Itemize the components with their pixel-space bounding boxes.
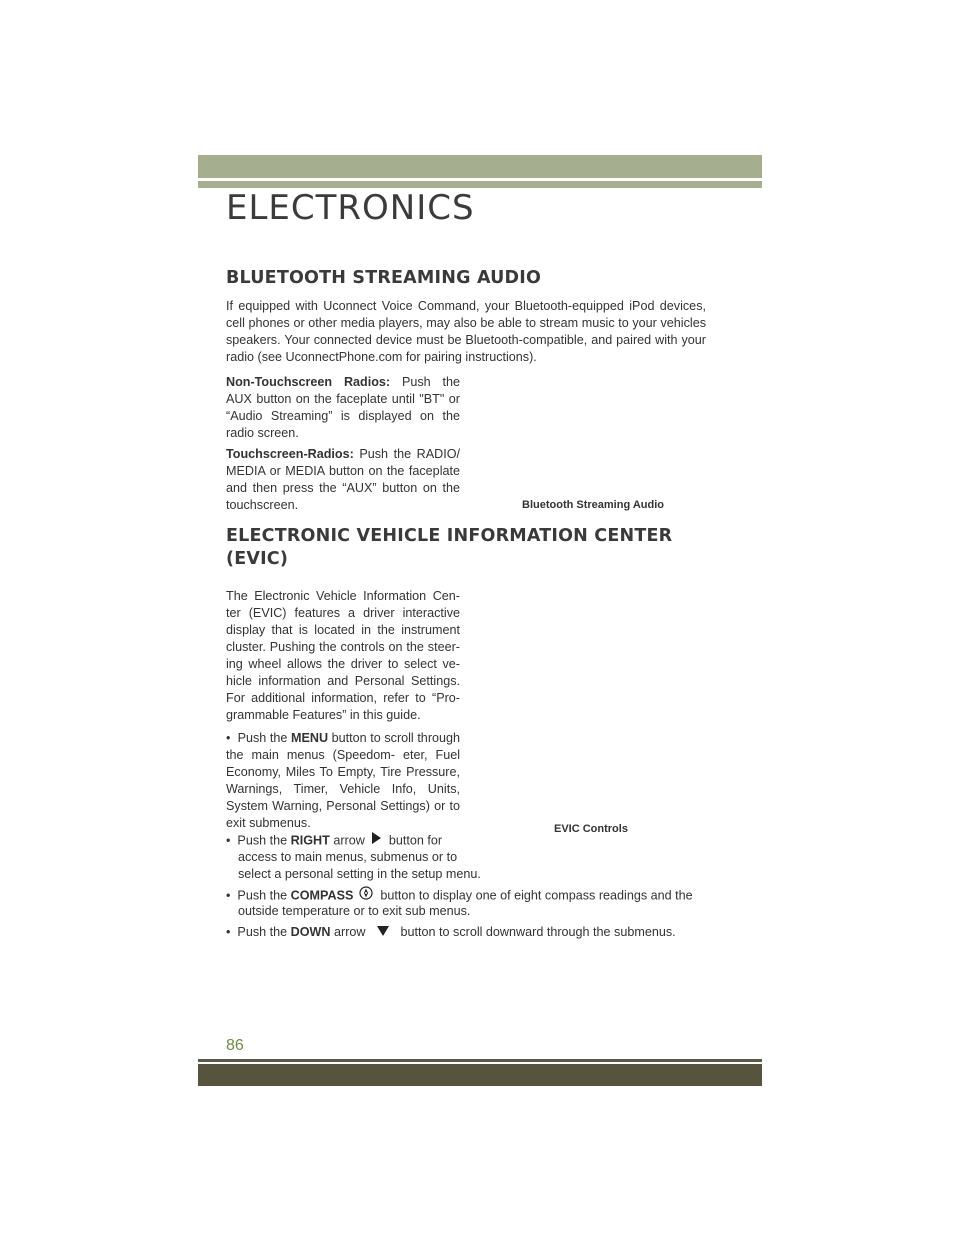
section-header: ELECTRONICS (226, 188, 475, 228)
non-touchscreen-paragraph (226, 374, 460, 442)
bullet-dot: • (226, 833, 234, 848)
compass-key: COMPASS (290, 888, 354, 903)
compass-icon (359, 886, 373, 900)
header-band (198, 155, 762, 178)
non-touchscreen-text: Push the AUX button on the faceplate until "BT" or “Audio Streaming” is displayed on the radio screen. (226, 375, 461, 440)
bullet-right-cont2: select a personal setting in the setup menu. (238, 867, 481, 881)
bluetooth-figure-caption: Bluetooth Streaming Audio (522, 499, 664, 511)
bullet-right-post: button for (388, 833, 443, 848)
bullet-dot: • (226, 731, 234, 745)
bullet-right-cont1: access to main menus, submenus or to (238, 850, 458, 864)
footer-rule (198, 1059, 762, 1062)
bullet-menu-pre: Push the (237, 731, 288, 745)
non-touchscreen-label: Non-Touchscreen Radios: (226, 375, 391, 389)
evic-title-line1: ELECTRONIC VEHICLE INFORMATION CENTER (226, 526, 673, 546)
bullet-compass-cont: outside temperature or to exit sub menus. (238, 904, 471, 918)
bullet-down-post: button to scroll downward through the submenus. (400, 925, 676, 939)
bullet-compass-post: button to display one of eight compass readings and the (380, 888, 693, 903)
bullet-right (226, 832, 442, 850)
bullet-dot: • (226, 925, 234, 939)
bullet-dot: • (226, 888, 234, 903)
down-key: DOWN (290, 925, 331, 939)
menu-key: MENU (290, 731, 329, 745)
touchscreen-text: Push the RADIO/ MEDIA or MEDIA button on the faceplate and then press the “AUX” button on the touchscreen. (226, 447, 461, 512)
evic-intro: The Electronic Vehicle Information Cen- ter (EVIC) features a driver interactive display that is located in the instrument cluster. Pushing the controls on the steer- ing wheel allows the driver to select ve- hicle information and Personal Settings. For additional information, refer to “Pro- grammable Features” in this guide. (226, 589, 460, 722)
evic-title-line2: (EVIC) (226, 549, 289, 569)
bluetooth-title: BLUETOOTH STREAMING AUDIO (226, 268, 542, 288)
right-key: RIGHT (290, 833, 330, 848)
bullet-down-pre: Push the (237, 925, 288, 939)
bluetooth-intro: If equipped with Uconnect Voice Command, your Bluetooth-equipped iPod devices, cell phones or other media players, may also be able to stream music to your vehicles speakers. Your connected device must be Bluetooth-compatible, and paired with your radio (see UconnectPhone.com for pairing instructions). (226, 299, 706, 364)
down-arrow-icon (377, 926, 389, 936)
bullet-menu (226, 730, 460, 832)
bullet-right-pre: Push the (237, 833, 288, 848)
bullet-compass-pre: Push the (237, 888, 288, 903)
bullet-right-mid: arrow (333, 833, 365, 848)
touchscreen-label: Touchscreen-Radios: (226, 447, 354, 461)
touchscreen-paragraph (226, 446, 460, 514)
page-number: 86 (226, 1037, 244, 1054)
bullet-down-mid: arrow (334, 925, 366, 939)
evic-figure-caption: EVIC Controls (554, 823, 628, 835)
right-arrow-icon (372, 832, 381, 844)
bullet-menu-post: button to scroll through the main menus (Speedom- eter, Fuel Economy, Miles To Empty, Tire Pressure, Warnings, Timer, Vehicle Info, Units, System Warning, Personal Settings) or to exit submenus. (226, 731, 461, 830)
bullet-down (226, 924, 676, 941)
footer-band (198, 1064, 762, 1086)
header-rule (198, 181, 762, 188)
